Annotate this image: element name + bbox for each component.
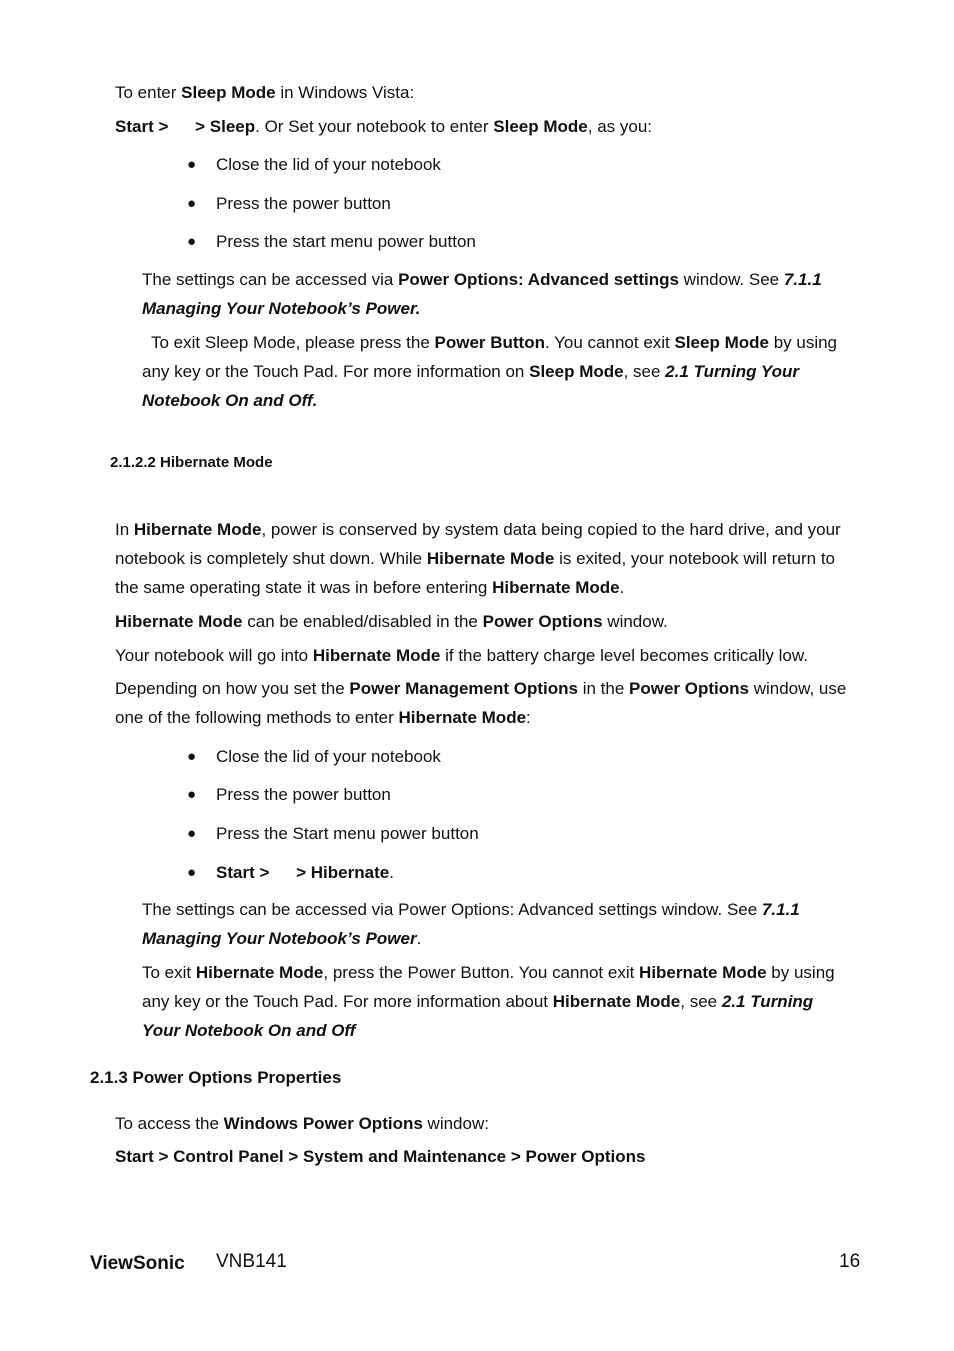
bold-term: Sleep Mode: [493, 117, 588, 136]
bold-term: Hibernate Mode: [552, 992, 681, 1011]
bold-term: Power Options: [629, 679, 749, 698]
text: is exited, your notebook will return to: [554, 549, 836, 568]
text: .: [416, 929, 422, 948]
hibernate-p3: [115, 641, 808, 670]
text: window:: [422, 1114, 489, 1133]
hibernate-p1-line1: [115, 515, 841, 544]
hibernate-bullet-3: Press the Start menu power button: [216, 824, 479, 843]
text: notebook is completely shut down. While: [115, 549, 427, 568]
text: To exit Sleep Mode, please press the: [151, 333, 435, 352]
sleep-settings-line1: [142, 265, 822, 294]
path-hibernate: > Hibernate: [296, 863, 390, 882]
hibernate-exit-line1: [142, 958, 835, 987]
footer-page-number: 16: [839, 1251, 861, 1272]
section-ref: 2.1 Turning: [721, 992, 814, 1011]
text: if the battery charge level becomes critically low.: [440, 646, 808, 665]
text: To enter: [115, 83, 182, 102]
bold-term: Sleep Mode: [529, 362, 624, 381]
sleep-intro: [115, 78, 414, 107]
text: Your notebook will go into: [115, 646, 313, 665]
hibernate-bullet-1: Close the lid of your notebook: [216, 747, 441, 766]
text: The settings can be accessed via Power Options: Advanced settings window. See: [142, 900, 762, 919]
bold-term: Hibernate Mode: [492, 578, 620, 597]
bullet-dot: ●: [187, 825, 197, 842]
bold-term: Hibernate Mode: [115, 612, 243, 631]
hibernate-bullet-2: Press the power button: [216, 785, 391, 804]
text: To access the: [115, 1114, 224, 1133]
bold-term: Hibernate Mode: [426, 549, 555, 568]
text: in the: [577, 679, 630, 698]
text: any key or the Touch Pad. For more information on: [142, 362, 530, 381]
sleep-bullet-3: Press the start menu power button: [216, 232, 476, 251]
text: by using: [768, 333, 838, 352]
text: one of the following methods to enter: [115, 708, 399, 727]
path-start: Start >: [216, 863, 270, 882]
section-ref: 7.1.1: [761, 900, 800, 919]
text: any key or the Touch Pad. For more information about: [142, 992, 553, 1011]
bold-term: Hibernate Mode: [195, 963, 324, 982]
bullet-dot: ●: [187, 786, 197, 803]
text: the same operating state it was in before entering: [115, 578, 493, 597]
text: by using: [766, 963, 835, 982]
footer-model: VNB141: [216, 1251, 287, 1272]
hibernate-bullet-4: [216, 858, 394, 887]
bold-term: Windows Power Options: [223, 1114, 423, 1133]
bullet-dot: ●: [187, 233, 197, 250]
path-start: Start >: [115, 117, 169, 136]
text: , press the Power Button. You cannot exit: [323, 963, 640, 982]
text: window. See: [678, 270, 784, 289]
bullet-dot: ●: [187, 156, 197, 173]
path-sleep: > Sleep: [195, 117, 256, 136]
hibernate-p4-line2: [115, 703, 531, 732]
text: :: [526, 708, 531, 727]
text: . Or Set your notebook to enter: [255, 117, 494, 136]
sleep-bullet-2: Press the power button: [216, 194, 391, 213]
bold-term: Sleep Mode: [674, 333, 769, 352]
bold-term: Hibernate Mode: [312, 646, 441, 665]
text: .: [389, 863, 394, 882]
hibernate-settings-line1: [142, 895, 800, 924]
text: in Windows Vista:: [275, 83, 415, 102]
text: The settings can be accessed via: [142, 270, 399, 289]
power-options-path: Start > Control Panel > System and Maintenance > Power Options: [115, 1147, 646, 1166]
section-ref: Managing Your Notebook’s Power: [142, 929, 417, 948]
hibernate-p4-line1: [115, 674, 846, 703]
text: To exit: [142, 963, 196, 982]
text: . You cannot exit: [545, 333, 675, 352]
text: , see: [680, 992, 722, 1011]
bold-term: Hibernate Mode: [398, 708, 527, 727]
bullet-dot: ●: [187, 195, 197, 212]
hibernate-p1-line2: [115, 544, 835, 573]
text: window, use: [749, 679, 847, 698]
text: window.: [602, 612, 668, 631]
bold-term: Sleep Mode: [181, 83, 276, 102]
hibernate-exit-line2: [142, 987, 813, 1016]
sleep-settings-line2: [142, 294, 420, 323]
section-ref: Managing Your Notebook’s Power.: [142, 299, 421, 318]
section-ref: Your Notebook On and Off: [142, 1021, 356, 1040]
section-ref: 7.1.1: [783, 270, 822, 289]
bold-term: Hibernate Mode: [133, 520, 262, 539]
bold-term: Power Management Options: [349, 679, 578, 698]
text: In: [115, 520, 134, 539]
section-ref: Notebook On and Off.: [142, 391, 318, 410]
hibernate-exit-line3: [142, 1016, 355, 1045]
bullet-dot: ●: [187, 864, 197, 881]
text: .: [619, 578, 625, 597]
bold-term: Power Options: [482, 612, 603, 631]
sleep-exit-line2: [142, 357, 799, 386]
power-options-heading: 2.1.3 Power Options Properties: [90, 1068, 342, 1087]
bullet-dot: ●: [187, 748, 197, 765]
text: , see: [623, 362, 666, 381]
bold-term: Power Options: Advanced settings: [398, 270, 679, 289]
sleep-bullet-1: Close the lid of your notebook: [216, 155, 441, 174]
hibernate-settings-line2: [142, 924, 421, 953]
text: , as you:: [587, 117, 653, 136]
footer-brand: ViewSonic: [90, 1253, 185, 1274]
sleep-exit-line3: [142, 386, 317, 415]
hibernate-p1-line3: [115, 573, 624, 602]
section-ref: 2.1 Turning Your: [665, 362, 799, 381]
text: Depending on how you set the: [115, 679, 350, 698]
text: , power is conserved by system data being copied to the hard drive, and your: [261, 520, 841, 539]
sleep-exit-line1: [151, 328, 837, 357]
hibernate-p2: [115, 607, 668, 636]
text: can be enabled/disabled in the: [242, 612, 483, 631]
sleep-path: [115, 112, 652, 141]
hibernate-heading: 2.1.2.2 Hibernate Mode: [110, 454, 273, 471]
bold-term: Hibernate Mode: [639, 963, 767, 982]
power-options-intro: [115, 1109, 489, 1138]
bold-term: Power Button: [434, 333, 545, 352]
